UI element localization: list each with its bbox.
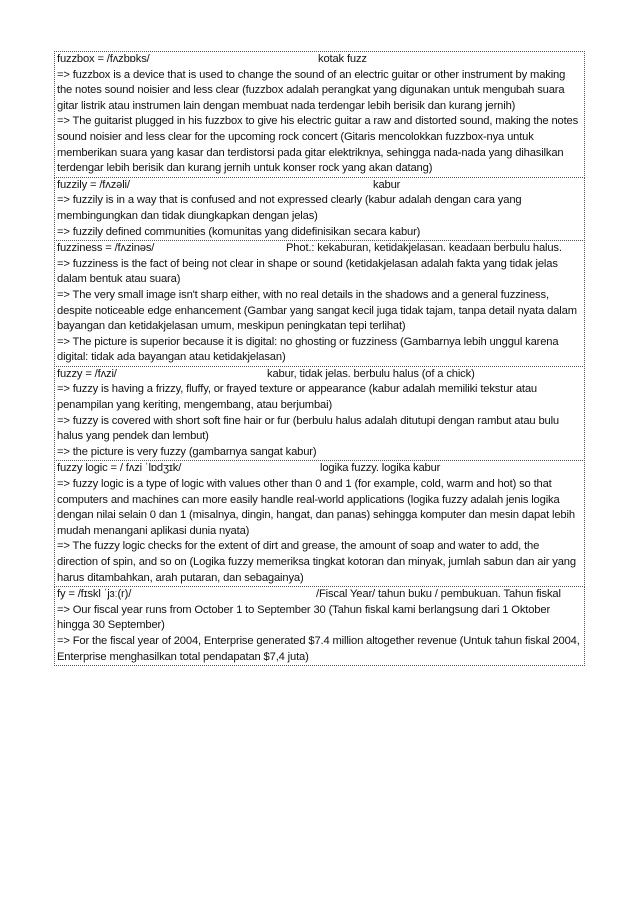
entry-line: direction of spin, and so on (Logika fuzzy memeriksa tingkat kotoran dan minyak, jumlah sabun dan air yang bbox=[57, 556, 576, 568]
entry-line: => fuzzily is in a way that is confused and not expressed clearly (kabur adalah dengan cara yang bbox=[57, 194, 522, 207]
entry-term: fuzzy logic = / fʌzi ˈlɒdʒɪk/ bbox=[57, 462, 182, 475]
entry-term: fuzzy = /fʌzi/ bbox=[57, 367, 117, 380]
entry-term: fuzziness = /fʌzinəs/ bbox=[57, 242, 155, 255]
entry-line: => fuzzbox is a device that is used to change the sound of an electric guitar or other instrument by making bbox=[57, 68, 566, 81]
entry-meaning: Phot.: kekaburan, ketidakjelasan. keadaan berbulu halus. bbox=[286, 242, 562, 255]
entry-header bbox=[57, 587, 582, 603]
entry-line: => fuzzy is having a frizzy, fluffy, or frayed texture or appearance (kabur adalah memiliki tekstur atau bbox=[57, 383, 537, 396]
dictionary-entry-fuzzbox bbox=[54, 51, 585, 178]
entry-header bbox=[57, 178, 582, 194]
entry-term: fuzzily = /fʌzəli/ bbox=[57, 178, 130, 191]
dictionary-entry-fuzzy-logic bbox=[54, 460, 585, 587]
dictionary-entry-fuzziness bbox=[54, 240, 585, 367]
dictionary-entry-fuzzy bbox=[54, 366, 585, 462]
entry-line: dengan nilai selain 0 dan 1 (misalnya, dingin, hangat, dan panas) sehingga komputer dan mesin dapat lebih bbox=[57, 509, 575, 522]
entry-header bbox=[57, 241, 582, 257]
entry-header bbox=[57, 367, 582, 383]
entry-line: the notes sound noisier and less clear (fuzzbox adalah perangkat yang digunakan untuk mengubah suara bbox=[57, 84, 565, 97]
entry-line: => For the fiscal year of 2004, Enterprise generated $7.4 million altogether revenue (Untuk tahun fiskal 2004, bbox=[57, 634, 580, 647]
dictionary-document bbox=[54, 52, 585, 666]
entry-line: => fuzzy logic is a type of logic with values other than 0 and 1 (for example, cold, warm and hot) so that bbox=[57, 478, 552, 491]
entry-term: fuzzbox = /fʌzbɒks/ bbox=[57, 53, 150, 65]
entry-line: => The very small image isn't sharp either, with no real details in the shadows and a general fuzziness, bbox=[57, 288, 549, 301]
dictionary-entry-fy bbox=[54, 586, 585, 666]
entry-meaning: /Fiscal Year/ tahun buku / pembukuan. Tahun fiskal bbox=[316, 588, 561, 601]
entry-line: bayangan dan ketidakjelasan umum, meskipun peningkatan tepi terlihat) bbox=[57, 320, 406, 333]
entry-header bbox=[57, 52, 582, 68]
entry-line: mudah menangani aplikasi dunia nyata) bbox=[57, 524, 250, 537]
entry-meaning: kotak fuzz bbox=[318, 53, 367, 65]
entry-line: sound noisier and less clear for the upcoming rock concert (Gitaris mencolokkan fuzzbox-nya untuk bbox=[57, 130, 534, 143]
entry-line: despite noticeable edge enhancement (Gambar yang sangat kecil juga tidak tajam, tanpa detail nyata dalam bbox=[57, 304, 577, 317]
entry-line: halus yang pendek dan lembut) bbox=[57, 430, 209, 443]
entry-line: => fuzzy is covered with short soft fine hair or fur (berbulu halus adalah ditutupi dengan rambut atau bulu bbox=[57, 414, 559, 427]
entry-line: memberikan suara yang kasar dan terdistorsi pada gitar elektriknya, sehingga nada-nada yang dihasilkan bbox=[57, 146, 564, 159]
entry-meaning: kabur bbox=[373, 178, 401, 191]
entry-line: gitar listrik atau instrumen lain dengan membuat nada terdengar lebih berisik dan kurang jernih) bbox=[57, 99, 516, 112]
entry-header bbox=[57, 461, 582, 477]
entry-line: => fuzziness is the fact of being not clear in shape or sound (ketidakjelasan adalah fakta yang tidak jelas bbox=[57, 257, 558, 270]
entry-line: penampilan yang keriting, mengembang, atau berjumbai) bbox=[57, 399, 333, 412]
entry-line: => Our fiscal year runs from October 1 to September 30 (Tahun fiskal kami berlangsung dari 1 Oktober bbox=[57, 603, 551, 616]
entry-line: dalam bentuk atau suara) bbox=[57, 273, 181, 286]
entry-meaning: logika fuzzy. logika kabur bbox=[320, 462, 441, 475]
entry-meaning: kabur, tidak jelas. berbulu halus (of a chick) bbox=[267, 367, 475, 380]
entry-line: terdengar lebih berisik dan kurang jernih untuk konser rock yang akan datang) bbox=[57, 162, 433, 175]
entry-line: harus ditambahkan, arah putaran, dan sebagainya) bbox=[57, 571, 304, 584]
entry-line: hingga 30 September) bbox=[57, 619, 165, 632]
entry-term: fy = /fɪskl ˈjɜː(r)/ bbox=[57, 588, 132, 601]
entry-line: Enterprise menghasilkan total pendapatan $7,4 juta) bbox=[57, 650, 309, 663]
entry-line: => The fuzzy logic checks for the extent of dirt and grease, the amount of soap and water to add, the bbox=[57, 540, 540, 553]
entry-line: membingungkan dan tidak diungkapkan dengan jelas) bbox=[57, 209, 318, 222]
entry-line: => the picture is very fuzzy (gambarnya sangat kabur) bbox=[57, 445, 317, 458]
entry-line: computers and machines can more easily handle real-world applications (logika fuzzy adalah jenis logika bbox=[57, 493, 560, 506]
entry-line: => The picture is superior because it is digital: no ghosting or fuzziness (Gambarnya lebih unggul karena bbox=[57, 335, 559, 348]
dictionary-entry-fuzzily bbox=[54, 177, 585, 241]
entry-line: => The guitarist plugged in his fuzzbox to give his electric guitar a raw and distorted sound, making the notes bbox=[57, 115, 579, 128]
entry-line: digital: tidak ada bayangan atau ketidakjelasan) bbox=[57, 351, 286, 364]
entry-line: => fuzzily defined communities (komunitas yang didefinisikan secara kabur) bbox=[57, 225, 421, 238]
